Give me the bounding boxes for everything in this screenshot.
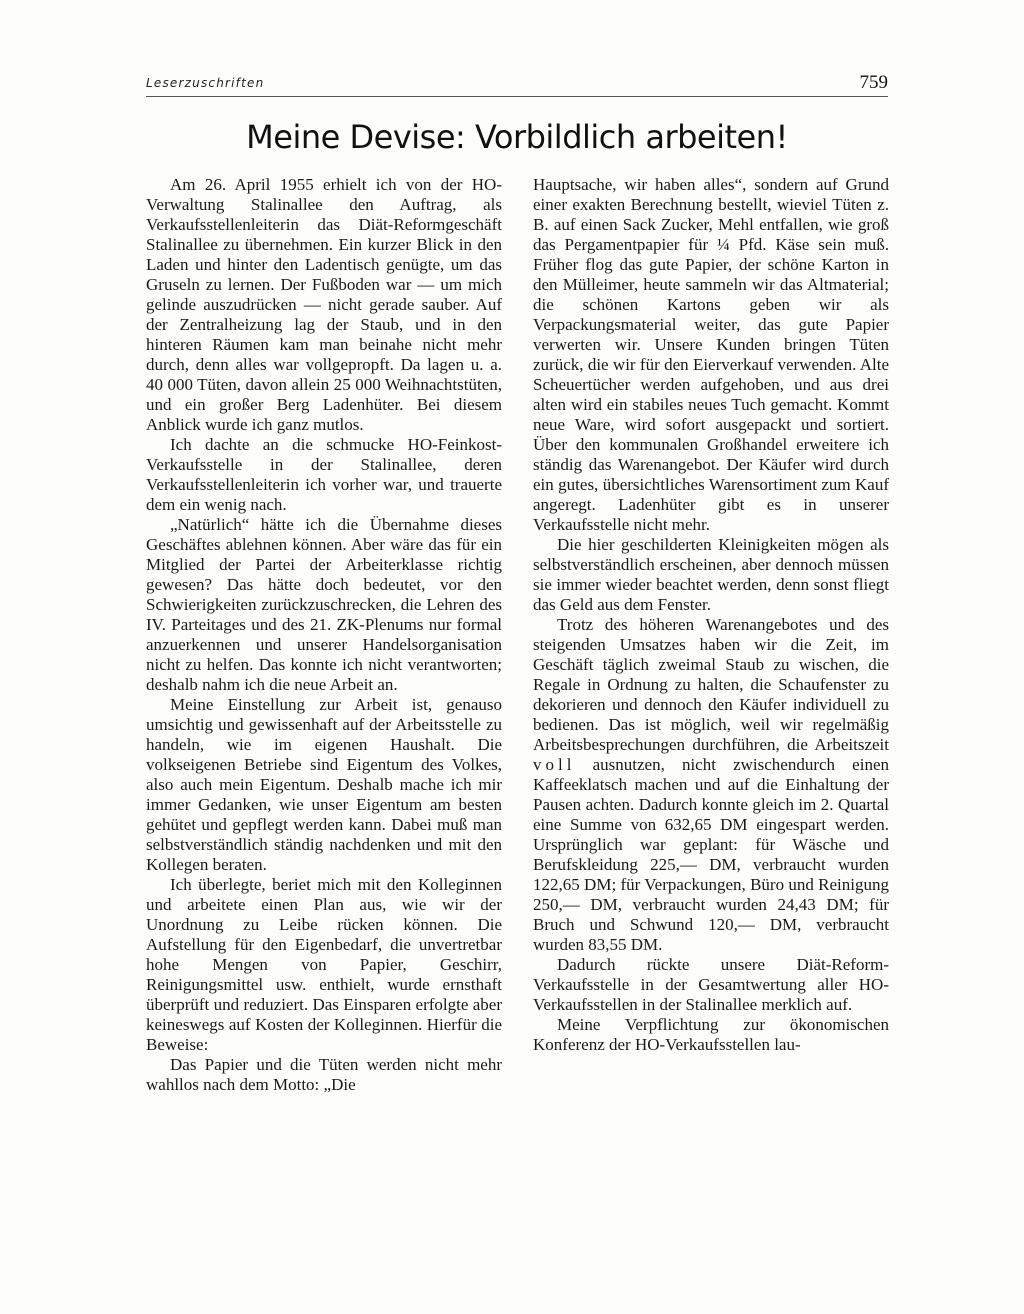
header-rule xyxy=(146,96,888,97)
paragraph: Ich überlegte, beriet mich mit den Kolleginnen und arbeitete einen Plan aus, wie wir der Unordnung zu Leibe rücken können. Die Aufstellung für den Eigenbedarf, die unvertretbar hohe Mengen von Papier, Geschirr, Reinigungsmittel usw. enthielt, wurde ernsthaft überprüft und reduziert. Das Einsparen erfolgte aber keineswegs auf Kosten der Kolleginnen. Hierfür die Beweise: xyxy=(146,875,502,1054)
emphasized-word: voll xyxy=(533,755,576,774)
paragraph-text: Trotz des höheren Warenangebotes und des steigenden Umsatzes haben wir die Zeit, im Geschäft täglich zweimal Staub zu wischen, die Regale in Ordnung zu halten, die Schaufenster zu dekorieren und dennoch den Käufer individuell zu bedienen. Das ist möglich, weil wir regelmäßig Arbeitsbesprechungen durchführen, die Arbeitszeit xyxy=(533,615,889,754)
left-column xyxy=(146,175,502,1095)
paragraph: Meine Verpflichtung zur ökonomischen Konferenz der HO-Verkaufsstellen lau- xyxy=(533,1015,889,1054)
paragraph xyxy=(533,615,889,955)
paragraph: Ich dachte an die schmucke HO-Feinkost-Verkaufsstelle in der Stalinallee, deren Verkaufsstellenleiterin ich vorher war, und trauerte dem ein wenig nach. xyxy=(146,435,502,514)
paragraph: Das Papier und die Tüten werden nicht mehr wahllos nach dem Motto: „Die xyxy=(146,1055,502,1094)
running-head: Leserzuschriften xyxy=(146,76,265,90)
paragraph: „Natürlich“ hätte ich die Übernahme dieses Geschäftes ablehnen können. Aber wäre das für ein Mitglied der Partei der Arbeiterklasse richtig gewesen? Das hätte doch bedeutet, vor den Schwierigkeiten zurückzuschrecken, die Lehren des IV. Parteitages und des 21. ZK-Plenums nur formal anzuerkennen und unserer Handelsorganisation nicht zu helfen. Das konnte ich nicht verantworten; deshalb nahm ich die neue Arbeit an. xyxy=(146,515,502,694)
paragraph: Dadurch rückte unsere Diät-Reform-Verkaufsstelle in der Gesamtwertung aller HO-Verkaufsstellen in der Stalinallee merklich auf. xyxy=(533,955,889,1014)
paragraph: Die hier geschilderten Kleinigkeiten mögen als selbstverständlich erscheinen, aber dennoch müssen sie immer wieder beachtet werden, denn sonst fliegt das Geld aus dem Fenster. xyxy=(533,535,889,614)
article-title: Meine Devise: Vorbildlich arbeiten! xyxy=(246,118,788,156)
paragraph-text: ausnutzen, nicht zwischendurch einen Kaffeeklatsch machen und auf die Einhaltung der Pausen achten. Dadurch konnte gleich im 2. Quartal eine Summe von 632,65 DM eingespart werden. Ursprünglich war geplant: für Wäsche und Berufskleidung 225,— DM, verbraucht wurden 122,65 DM; für Verpackungen, Büro und Reinigung 250,— DM, verbraucht wurden 24,43 DM; für Bruch und Schwund 120,— DM, verbraucht wurden 83,55 DM. xyxy=(533,755,889,954)
paragraph-continued: Hauptsache, wir haben alles“, sondern auf Grund einer exakten Berechnung bestellt, wieviel Tüten z. B. auf einen Sack Zucker, Mehl entfallen, wie groß das Pergamentpapier für ¼ Pfd. Käse sein muß. Früher flog das gute Papier, der schöne Karton in den Mülleimer, heute sammeln wir das Altmaterial; die schönen Kartons geben wir als Verpackungsmaterial weiter, das gute Papier verwerten wir. Unsere Kunden bringen Tüten zurück, die wir für den Eierverkauf verwenden. Alte Scheuertücher werden aufgehoben, und aus drei alten wird ein stabiles neues Tuch gemacht. Kommt neue Ware, wird sofort ausgepackt und sortiert. Über den kommunalen Großhandel erweitere ich ständig das Warenangebot. Der Käufer wird durch ein gutes, übersichtliches Warensortiment zum Kauf angeregt. Ladenhüter gibt es in unserer Verkaufsstelle nicht mehr. xyxy=(533,175,889,534)
right-column xyxy=(533,175,889,1055)
page-number: 759 xyxy=(859,72,888,93)
paragraph: Am 26. April 1955 erhielt ich von der HO-Verwaltung Stalinallee den Auftrag, als Verkaufsstellenleiterin das Diät-Reformgeschäft Stalinallee zu übernehmen. Ein kurzer Blick in den Laden und hinter den Ladentisch genügte, um das Gruseln zu lernen. Der Fußboden war — um mich gelinde auszudrücken — nicht gerade sauber. Auf der Zentralheizung lag der Staub, und in den hinteren Räumen kam man beinahe nicht mehr durch, denn alles war vollgepropft. Da lagen u. a. 40 000 Tüten, davon allein 25 000 Weihnachtstüten, und ein großer Berg Ladenhüter. Bei diesem Anblick wurde ich ganz mutlos. xyxy=(146,175,502,434)
paragraph: Meine Einstellung zur Arbeit ist, genauso umsichtig und gewissenhaft auf der Arbeitsstelle zu handeln, wie im eigenen Haushalt. Die volkseigenen Betriebe sind Eigentum des Volkes, also auch mein Eigentum. Deshalb mache ich mir immer Gedanken, wie unser Eigentum am besten gehütet und gepflegt werden kann. Dabei muß man selbstverständlich ständig nachdenken und mit den Kollegen beraten. xyxy=(146,695,502,874)
